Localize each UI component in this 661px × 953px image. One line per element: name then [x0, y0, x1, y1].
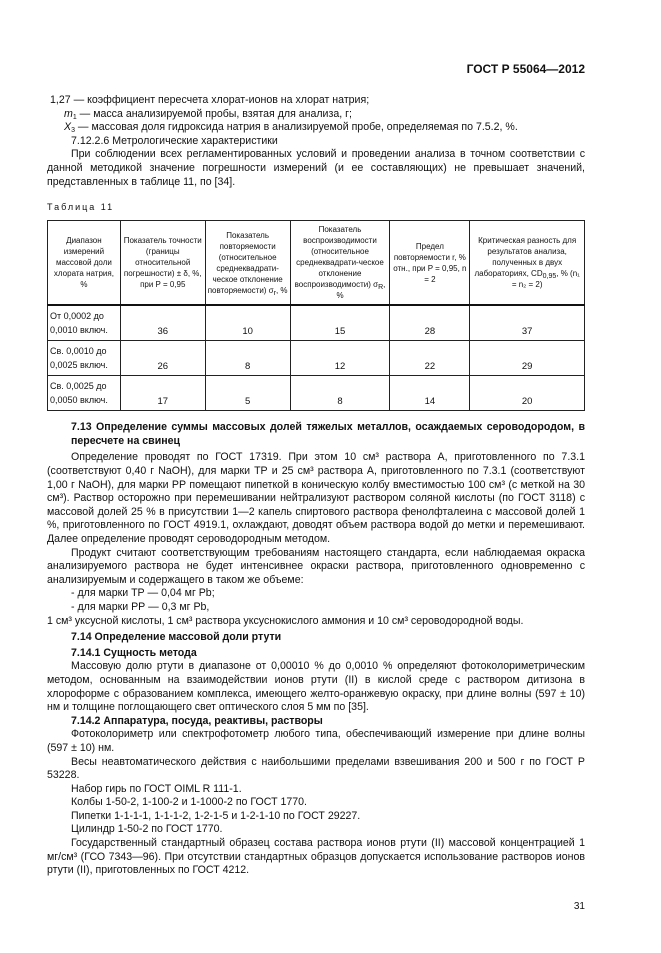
cell: 37: [470, 305, 585, 341]
cell-range: Св. 0,0010 до 0,0025 включ.: [48, 341, 121, 376]
col-header-accuracy: [120, 220, 205, 305]
table-11: [47, 220, 585, 412]
cell: 22: [390, 341, 470, 376]
paragraph: 1 см³ уксусной кислоты, 1 см³ раствора уксуснокислого аммония и 10 см³ сероводородной воды.: [47, 614, 524, 627]
header-text: Показатель воспроизводимости (относительное среднеквадрати-ческое отклонение воспроизводимости) σ: [294, 225, 384, 289]
section-7-14: [47, 631, 585, 878]
def-text: — массовая доля гидроксида натрия в анализируемой пробе, определяемая по 7.5.2, %.: [74, 121, 518, 134]
paragraph: Колбы 1-50-2, 1-100-2 и 1-1000-2 по ГОСТ 1770.: [71, 796, 307, 809]
paragraph: Продукт считают соответствующим требованиям настоящего стандарта, если наблюдаемая окраска анализируемого раствора не будет интенсивнее окраски раствора, приготовленного одновременно с анализируемым и содержащего в таком же объеме:: [47, 546, 585, 586]
paragraph: Весы неавтоматического действия с наибольшими пределами взвешивания 200 и 500 г по ГОСТ Р 53228.: [47, 755, 585, 782]
header-text: Показатель точности (границы относительной погрешности) ± δ, %, при P = 0,95: [123, 236, 202, 289]
col-header-range: [48, 220, 121, 305]
paragraph-metrology: При соблюдении всех регламентированных условий и проведении анализа в точном соответствии с данной методикой значение погрешности измерений (и ее составляющих) не превышает значений, представленных в таблице 11, по [34].: [47, 148, 585, 188]
def-text: — масса анализируемой пробы, взятая для анализа, г;: [76, 107, 352, 120]
section-7-13: [47, 421, 585, 628]
header-sub: r: [273, 289, 276, 297]
cell: 26: [120, 341, 205, 376]
col-header-reproducibility: [290, 220, 390, 305]
cell: 29: [470, 341, 585, 376]
list-item: - для марки РР — 0,3 мг Pb,: [71, 600, 210, 613]
cell: 5: [205, 376, 290, 411]
paragraph: Определение проводят по ГОСТ 17319. При этом 10 см³ раствора А, приготовленного по 7.3.1 (соответствуют 0,40 г NaOH), для марки ТР и 25 см³ раствора А, приготовленного по 7.3.1 (соответствуют 1,00 г NaOH), для марки РР помещают пипеткой в коническую колбу вместимостью 100 см³ (с меткой на 30 см³). Раствор осторожно при перемешивании нейтрализуют раствором соляной кислоты (по ГОСТ 3118) с массовой долей 25 % в присутствии 1—2 капель спиртового раствора фенолфталеина с массовой долей 1 %, приготовленного по ГОСТ 4919.1, охлаждают, доводят объем раствора водой до метки и перемешивают. Далее определение проводят сероводородным методом.: [47, 451, 585, 545]
definition: [47, 121, 585, 135]
cell: 36: [120, 305, 205, 341]
paragraph: Цилиндр 1-50-2 по ГОСТ 1770.: [71, 823, 223, 836]
col-header-repeatability: [205, 220, 290, 305]
header-tail: , %: [336, 280, 386, 300]
paragraph: Набор гирь по ГОСТ OIML R 111-1.: [71, 782, 242, 795]
document-header: ГОСТ Р 55064—2012: [466, 62, 585, 76]
cell: 14: [390, 376, 470, 411]
cell: 12: [290, 341, 390, 376]
def-text: — коэффициент пересчета хлорат-ионов на хлорат натрия;: [70, 94, 370, 106]
cell-range: От 0,0002 до 0,0010 включ.: [48, 305, 121, 341]
def-symbol: X: [64, 121, 72, 134]
subsection-heading: 7.14.2 Аппаратура, посуда, реактивы, растворы: [71, 714, 323, 727]
table-row: [48, 305, 585, 341]
def-symbol: 1,27: [50, 94, 71, 106]
def-sub: 1: [72, 113, 77, 121]
header-tail: , %: [275, 285, 288, 295]
table-row: [48, 376, 585, 411]
cell: 15: [290, 305, 390, 341]
cell: 8: [205, 341, 290, 376]
cell: 17: [120, 376, 205, 411]
section-7-12-2-6: 7.12.2.6 Метрологические характеристики: [71, 134, 278, 147]
cell: 8: [290, 376, 390, 411]
header-text: Диапазон измерений массовой доли хлората натрия, %: [53, 236, 114, 289]
table-header-row: [48, 220, 585, 305]
subsection-heading: 7.14.1 Сущность метода: [71, 646, 197, 659]
header-text: Предел повторяемости r, % отн., при P = 0,95, n = 2: [393, 241, 467, 284]
section-heading: 7.14 Определение массовой доли ртути: [71, 631, 282, 644]
paragraph: Государственный стандартный образец состава раствора ионов ртути (II) массовой концентрацией 1 мг/см³ (ГСО 7343—96). При отсутствии стандартных образцов допускается использование растворов ионов ртути (II), приготовленных по ГОСТ 4212.: [47, 837, 585, 877]
page-number: 31: [573, 900, 585, 912]
def-sub: 3: [71, 127, 75, 135]
table-caption: Таблица 11: [47, 202, 115, 213]
header-tail: , % (n₁ = n₂ = 2): [511, 269, 580, 289]
def-symbol: m: [64, 107, 73, 120]
cell-range: Св. 0,0025 до 0,0050 включ.: [48, 376, 121, 411]
header-sub: 0,95: [542, 273, 557, 280]
list-item: - для марки ТР — 0,04 мг Pb;: [71, 587, 215, 600]
col-header-repeatability-limit: [390, 220, 470, 305]
header-sub: R: [378, 284, 384, 291]
cell: 10: [205, 305, 290, 341]
table-row: [48, 341, 585, 376]
definition: [47, 94, 585, 108]
col-header-critical-difference: [470, 220, 585, 305]
header-text: Показатель повторяемости (относительное среднеквадрати-ческое отклонение повторяемости) σ: [207, 230, 283, 295]
section-heading: 7.13 Определение суммы массовых долей тяжелых металлов, осаждаемых сероводородом, в пересчете на свинец: [71, 421, 585, 447]
definition: [47, 108, 585, 122]
paragraph: Массовую долю ртути в диапазоне от 0,00010 % до 0,0010 % определяют фотоколориметрическим методом, основанным на взаимодействии ионов ртути (II) в кислой среде с раствором дитизона в хлороформе с образованием комплекса, имеющего желто-оранжевую окраску, при длине волны (597 ± 10) нм и толщине поглощающего свет оптического слоя 5 мм по [35].: [47, 660, 585, 714]
paragraph: Фотоколориметр или спектрофотометр любого типа, обеспечивающий измерение при длине волны (597 ± 10) нм.: [47, 728, 585, 754]
cell: 28: [390, 305, 470, 341]
definitions: [47, 94, 585, 189]
paragraph: Пипетки 1-1-1-1, 1-1-1-2, 1-2-1-5 и 1-2-1-10 по ГОСТ 29227.: [71, 809, 361, 822]
header-text: Критическая разность для результатов анализа, полученных в двух лабораториях, CD: [474, 236, 577, 278]
cell: 20: [470, 376, 585, 411]
